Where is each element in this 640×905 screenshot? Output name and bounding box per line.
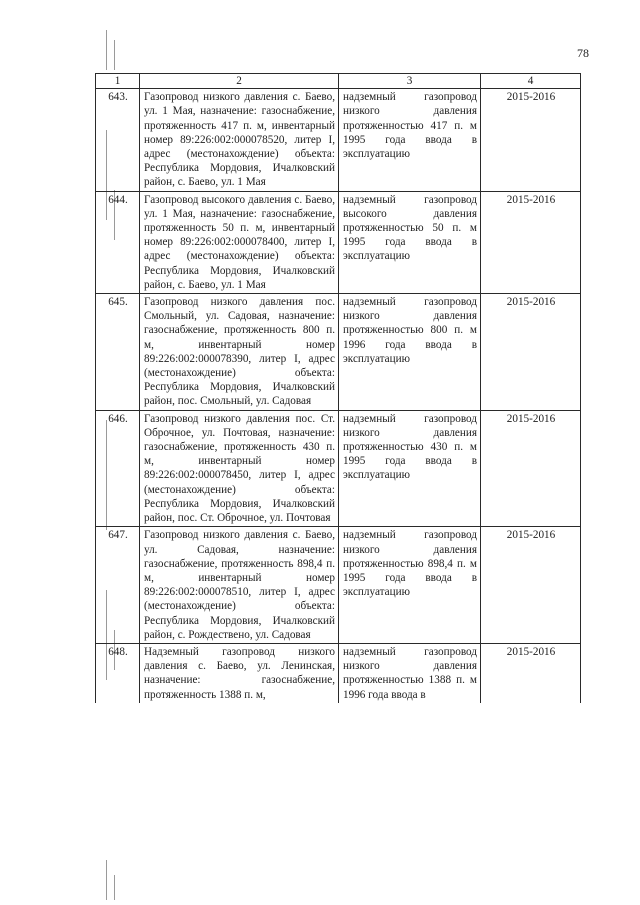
- column-header: 1: [96, 74, 140, 89]
- asset-years: 2015-2016: [481, 191, 581, 293]
- asset-description: Газопровод низкого давления пос. Смольный, ул. Садовая, назначение: газоснабжение, протяженность 800 п. м, инвентарный номер 89:226:002:000078390, литер I, адрес (местонахождение) объекта: Республика Мордовия, Ичалковский район, пос. Смольный, ул. Садовая: [140, 294, 339, 411]
- asset-years: 2015-2016: [481, 527, 581, 644]
- asset-years: 2015-2016: [481, 643, 581, 702]
- asset-description: Газопровод высокого давления с. Баево, ул. 1 Мая, назначение: газоснабжение, протяженность 50 п. м, инвентарный номер 89:226:002:000078400, литер I, адрес (местонахождение) объекта: Республика Мордовия, Ичалковский район, с. Баево, ул. 1 Мая: [140, 191, 339, 293]
- asset-category: надземный газопровод высокого давления протяженностью 50 п. м 1995 года ввода в эксплуатацию: [339, 191, 481, 293]
- row-number: 643.: [96, 89, 140, 191]
- column-header: 3: [339, 74, 481, 89]
- asset-category: надземный газопровод низкого давления протяженностью 417 п. м 1995 года ввода в эксплуатацию: [339, 89, 481, 191]
- asset-table: [95, 73, 581, 703]
- row-number: 648.: [96, 643, 140, 702]
- table-row: [96, 643, 581, 702]
- column-header: 4: [481, 74, 581, 89]
- table-row: [96, 527, 581, 644]
- asset-category: надземный газопровод низкого давления протяженностью 1388 п. м 1996 года ввода в: [339, 643, 481, 702]
- asset-category: надземный газопровод низкого давления протяженностью 430 п. м 1995 года ввода в эксплуатацию: [339, 410, 481, 527]
- asset-description: Газопровод низкого давления с. Баево, ул. Садовая, назначение: газоснабжение, протяженность 898,4 п. м, инвентарный номер 89:226:002:000078510, литер I, адрес (местонахождение) объекта: Республика Мордовия, Ичалковский район, с. Рождествено, ул. Садовая: [140, 527, 339, 644]
- row-number: 644.: [96, 191, 140, 293]
- table-header-row: [96, 74, 581, 89]
- asset-description: Газопровод низкого давления с. Баево, ул. 1 Мая, назначение: газоснабжение, протяженность 417 п. м, инвентарный номер 89:226:002:000078520, литер I, адрес (местонахождение) объекта: Республика Мордовия, Ичалковский район, с. Баево, ул. 1 Мая: [140, 89, 339, 191]
- asset-category: надземный газопровод низкого давления протяженностью 898,4 п. м 1995 года ввода в эксплуатацию: [339, 527, 481, 644]
- asset-description: Газопровод низкого давления пос. Ст. Оброчное, ул. Почтовая, назначение: газоснабжение, протяженность 430 п. м, инвентарный номер 89:226:002:000078450, литер I, адрес (местонахождение) объекта: Республика Мордовия, Ичалковский район, пос. Ст. Оброчное, ул. Почтовая: [140, 410, 339, 527]
- column-header: 2: [140, 74, 339, 89]
- table-row: [96, 191, 581, 293]
- row-number: 646.: [96, 410, 140, 527]
- page-number: 78: [577, 46, 589, 60]
- asset-years: 2015-2016: [481, 294, 581, 411]
- asset-description: Надземный газопровод низкого давления с. Баево, ул. Ленинская, назначение: газоснабжение, протяженность 1388 п. м,: [140, 643, 339, 702]
- asset-years: 2015-2016: [481, 89, 581, 191]
- table-row: [96, 410, 581, 527]
- asset-category: надземный газопровод низкого давления протяженностью 800 п. м 1996 года ввода в эксплуатацию: [339, 294, 481, 411]
- table-row: [96, 89, 581, 191]
- table-row: [96, 294, 581, 411]
- asset-years: 2015-2016: [481, 410, 581, 527]
- row-number: 645.: [96, 294, 140, 411]
- row-number: 647.: [96, 527, 140, 644]
